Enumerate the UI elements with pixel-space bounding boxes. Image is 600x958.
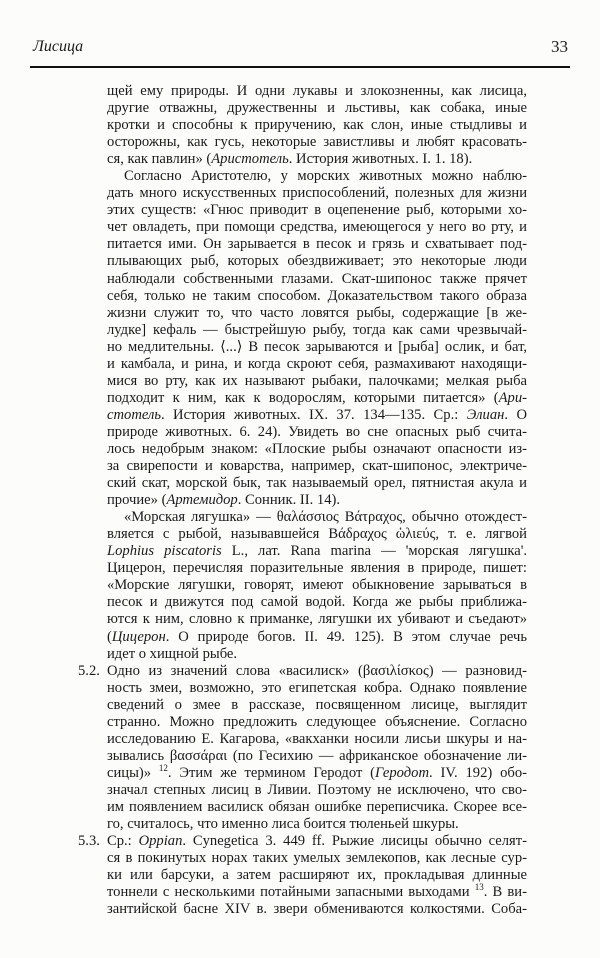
text-segment: исследованию Е. Кагарова, «вакханки носили лисьи шкуры и на- [107,730,527,747]
text-line [107,680,527,697]
footnote-ref: 13 [474,882,484,893]
text-segment: но медлительны. ⟨...⟩ В песок зарываются и [рыба] ослик, и бат, [107,338,527,355]
text-segment: им появлением василиск обязан ошибке переписчика. Скорее все- [107,798,527,815]
text-line [107,458,527,475]
text-line [107,492,527,509]
text-line [107,748,527,765]
text-segment: «Морская лягушка» — θαλάσσιος Βάτραχος, обычно отождест- [124,509,527,526]
text-line [107,339,527,356]
italic-text: Геродот [375,764,429,781]
italic-text: Цицерон [111,628,166,645]
text-segment: . О [504,406,527,423]
text-segment: ность змеи, возможно, это египетская кобра. Однако появление [107,679,527,696]
text-line [107,441,527,458]
text-segment: го, считалось, что именно лиса боится тюленьей шкуры. [107,816,459,833]
text-segment: осторожны, как гусь, некоторые завистливы и любят красовать- [107,134,527,151]
text-segment: подходит к ним, как к водорослям, которыми питается» ( [107,389,499,406]
text-line [107,407,527,424]
text-line [107,629,527,646]
text-line [107,867,527,884]
text-line [107,202,527,219]
text-segment: Ср.: [107,833,139,850]
text-line [107,577,527,594]
note-number: 5.2. [78,662,100,679]
text-line [107,322,527,339]
text-segment: . Cynegetica 3. 449 ff. Рыжие лисицы обычно селят- [182,833,528,850]
text-segment: щей ему природы. И одни лукавы и злокозненны, как лисица, [107,83,527,99]
header-rule [30,66,570,68]
page-body-text [78,83,528,918]
text-segment: чет овладеть, при помощи средства, имеющегося у него во рту, и [107,219,527,236]
text-segment: зантийской басне XIV в. звери обмениваются колкостями. Соба- [107,901,527,918]
text-segment: . История животных. I. 1. 18). [288,151,473,168]
footnote-ref: 12 [158,762,168,773]
page-number: 33 [551,37,568,56]
text-segment: и камбала, и рина, и когда скроют себя, размахивают находящи- [107,355,527,372]
note-number: 5.3. [78,833,100,850]
text-segment: идет о хищной рыбе. [107,645,238,662]
text-line [107,390,527,407]
text-segment: странно. Можно предложить следующее объяснение. Согласно [107,713,527,730]
text-line [107,594,527,611]
text-line [107,373,527,390]
text-line [107,646,527,663]
text-segment: зывались βασσάραι (по Гесихию — африканское обозначение ли- [107,747,527,764]
text-line [107,697,527,714]
text-line [78,662,527,680]
text-segment: Цицерон, перечисляя поразительные явления в природе, пишет: [107,560,527,577]
text-line [107,543,527,560]
text-line [107,288,527,305]
text-segment: плывающих рыб, которых обездвиживает; это некоторые люди [107,253,527,270]
text-line [107,151,527,168]
text-segment: мися во рту, как их называют рыбаки, палочками; мелкая рыба [107,372,527,389]
text-segment: . История животных. IX. 37. 134—135. Ср.: [160,406,467,423]
text-segment: L., лат. Rana marina — 'морская лягушка'. [221,543,527,560]
text-segment: ся, как павлин» ( [107,151,212,168]
italic-text: Артемидор [166,492,238,509]
text-segment: другие отважны, дружественны и льстивы, как собака, иные [107,100,527,117]
italic-text: Lophius piscatoris [107,543,222,560]
text-segment: сведений о змее в рассказе, посвященном лисице, выглядит [107,696,527,713]
text-line [107,816,527,833]
text-line [107,526,527,543]
text-segment: лудке] кефаль — быстрейшую рыбу, тогда как сами чрезвычай- [107,321,527,338]
text-segment: ются к ним, словно к приманке, лягушки их убивают и съедают» [107,611,527,628]
text-line [107,117,527,134]
text-segment: . Этим же термином Геродот ( [167,764,376,781]
text-segment: наблюдали собственными глазами. Скат-шипонос также прячет [107,270,527,287]
text-segment: «Морские лягушки, говорят, имеют обыкновение зарываться в [107,577,527,594]
text-line [107,219,527,236]
text-segment: питается ими. Он зарывается в песок и грязь и схватывает под- [107,236,527,253]
text-segment: ский скат, морской бык, так называемый орел, пятнистая акула и [107,475,527,492]
text-segment: себя, только не таким способом. Доказательством такого образа [107,287,527,304]
italic-text: Аристотель [211,151,289,168]
running-header-title: Лисица [33,38,84,55]
text-line [107,83,527,100]
text-line [107,611,527,628]
italic-text: стотель [107,406,161,423]
text-line [107,134,527,151]
text-line [107,475,527,492]
text-line [107,799,527,816]
italic-text: Ари- [498,389,527,406]
text-line [107,850,527,867]
text-line [107,236,527,253]
text-segment: . IV. 192) обо- [429,764,527,781]
text-line [107,168,527,185]
text-line [107,884,527,901]
text-line [78,833,528,850]
text-segment: значал степных лисиц в Ливии. Поэтому не исключено, что сво- [107,781,527,798]
text-segment: ки или барсуки, а затем расширяют их, прокладывая длинные [107,867,527,884]
text-segment: тоннели с несколькими потайными запасными выходами [107,884,475,901]
text-line [107,901,527,918]
text-segment: сицы)» [107,764,159,781]
text-segment: жизни служит то, что часто ловятся рыбы, содержащие [в же- [107,304,527,321]
text-segment: за свирепости и коварства, например, скат-шипонос, электриче- [107,458,527,475]
text-line [107,253,527,270]
text-segment: дать много искусственных приспособлений, полезных для жизни [107,185,527,202]
text-line [107,731,527,748]
text-segment: вляется с рыбой, называвшейся Βάδραχος ὡλιεύς, т. е. лягвой [107,526,527,543]
text-line [107,100,527,117]
text-line [107,762,527,782]
text-line [107,782,527,799]
text-segment: . В ви- [483,884,527,901]
text-line [107,305,527,322]
text-line [107,185,527,202]
text-segment: песок и движутся под самой водой. Когда же рыбы приближа- [107,594,527,611]
text-line [107,714,527,731]
text-segment: прочие» ( [107,492,167,509]
italic-text: Элиан [466,406,505,423]
text-segment: . О природе богов. II. 49. 125). В этом случае речь [165,628,527,645]
text-line [107,509,527,526]
text-segment: этих существ: «Гнюс приводит в оцепенение рыб, которыми хо- [107,202,527,219]
text-line [107,560,527,577]
text-segment: ся в покинутых норах таких умелых землекопов, как лесные сур- [107,850,527,867]
text-line [107,271,527,288]
text-segment: Одно из значений слова «василиск» (βασιλίσκος) — разновид- [107,662,527,679]
text-line [107,356,527,373]
text-segment: кротки и способны к приручению, как слон, иные стыдливы и [107,117,527,134]
text-segment: ( [107,628,112,645]
text-segment: Согласно Аристотелю, у морских животных можно наблю- [124,168,527,185]
text-line [107,424,527,441]
text-segment: . Сонник. II. 14). [237,492,340,509]
text-segment: природе животных. 6. 24). Увидеть во сне опасных рыб счита- [107,423,527,440]
text-segment: лось недобрым знаком: «Плоские рыбы означают опасности из- [107,440,527,457]
italic-text: Oppian [138,833,183,850]
